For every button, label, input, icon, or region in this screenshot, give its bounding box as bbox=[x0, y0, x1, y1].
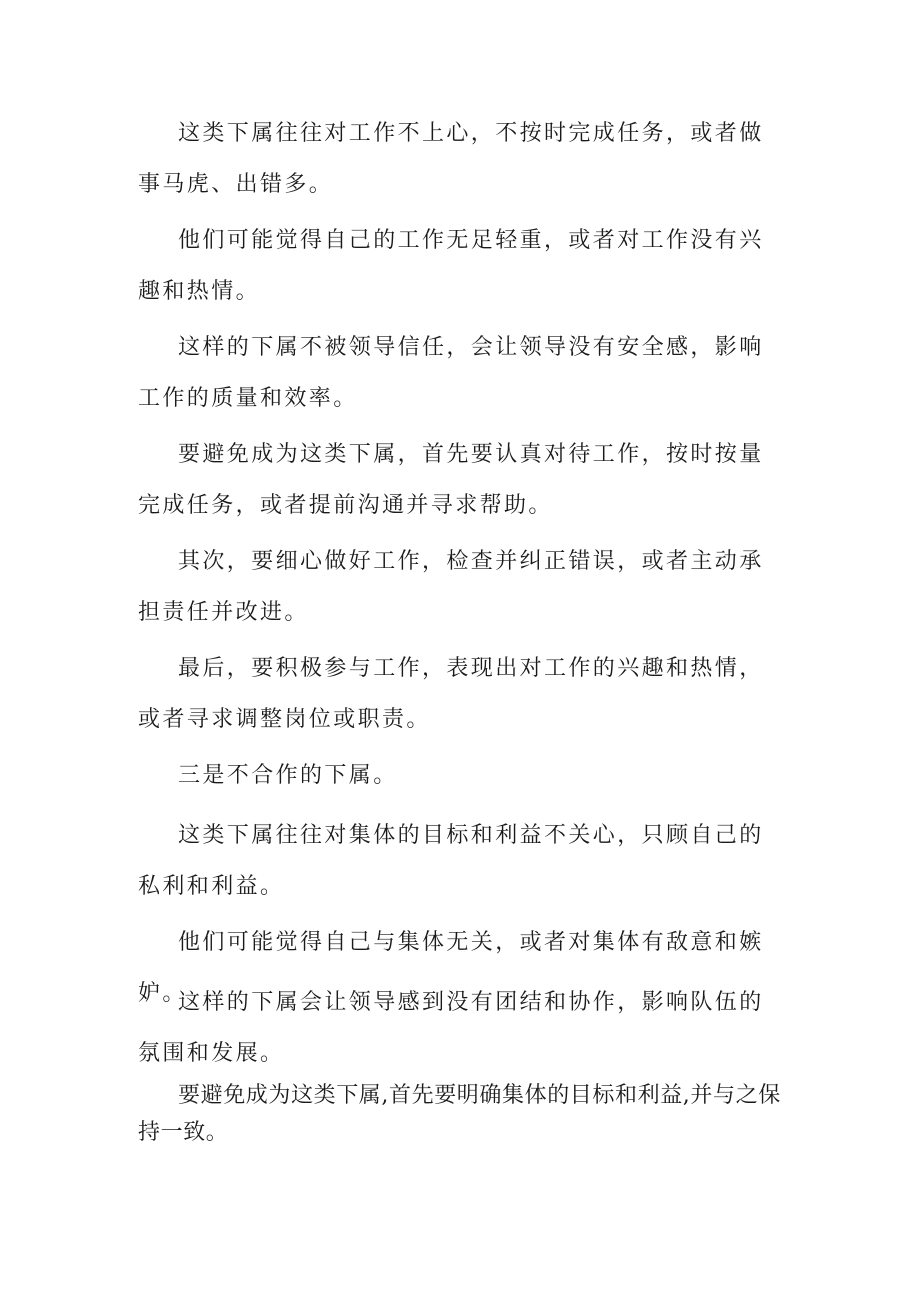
paragraph: 要避免成为这类下属，首先要认真对待工作，按时按量完成任务，或者提前沟通并寻求帮助。 bbox=[138, 442, 764, 518]
paragraph: 要避免成为这类下属,首先要明确集体的目标和利益,并与之保持一致。 bbox=[138, 1083, 781, 1145]
paragraph: 这类下属往往对工作不上心，不按时完成任务，或者做事马虎、出错多。 bbox=[138, 121, 764, 197]
paragraph: 这样的下属不被领导信任，会让领导没有安全感，影响工作的质量和效率。 bbox=[138, 335, 764, 411]
paragraph: 他们可能觉得自己的工作无足轻重，或者对工作没有兴趣和热情。 bbox=[138, 228, 764, 304]
paragraph: 他们可能觉得自己与集体无关，或者对集体有敌意和嫉妒。 bbox=[138, 930, 764, 1006]
paragraph: 这样的下属会让领导感到没有团结和协作，影响队伍的氛围和发展。 bbox=[138, 990, 764, 1066]
section-heading: 三是不合作的下属。 bbox=[178, 763, 398, 788]
paragraph: 这类下属往往对集体的目标和利益不关心，只顾自己的私利和利益。 bbox=[138, 823, 764, 899]
paragraph: 其次，要细心做好工作，检查并纠正错误，或者主动承担责任并改进。 bbox=[138, 549, 764, 625]
paragraph: 最后，要积极参与工作，表现出对工作的兴趣和热情，或者寻求调整岗位或职责。 bbox=[138, 656, 764, 732]
